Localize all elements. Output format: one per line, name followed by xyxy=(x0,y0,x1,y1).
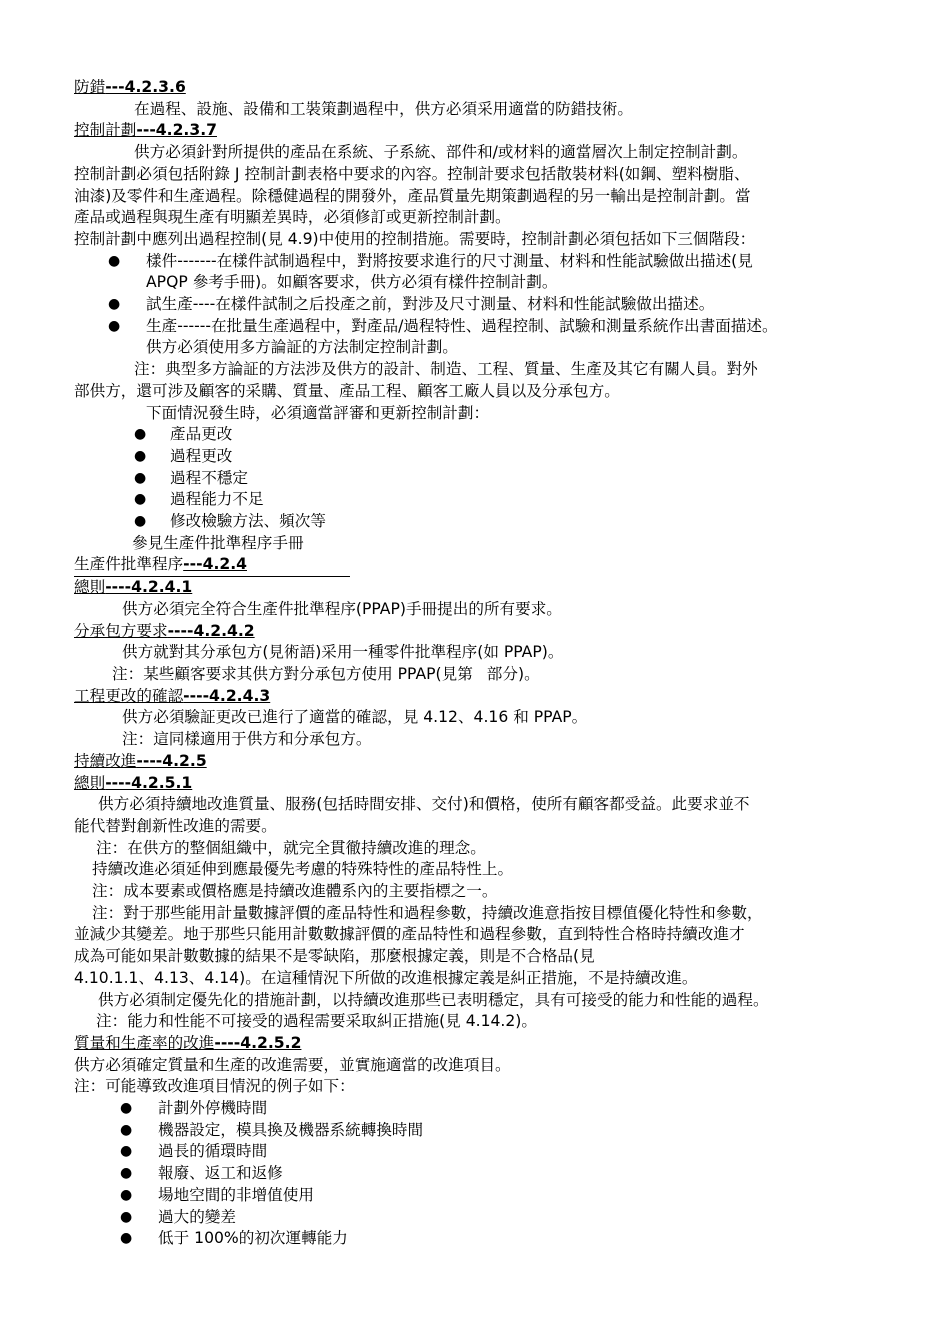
note: 注：某些顧客要求其供方對分承包方使用 PPAP(見第 部分)。 xyxy=(112,664,540,683)
note: 並減少其變差。地于那些只能用計數數據評價的產品特性和過程參數，直到特性合格時持續改進才 xyxy=(74,925,745,944)
bullet-icon: ● xyxy=(108,317,121,334)
bullet-icon: ● xyxy=(120,1165,133,1182)
paragraph: 供方必須使用多方論証的方法制定控制計劃。 xyxy=(146,338,458,357)
heading-general: 總則----4.2.4.1 xyxy=(74,578,193,597)
bullet-icon: ● xyxy=(120,1208,133,1225)
bullet-icon: ● xyxy=(120,1143,133,1160)
list-item: ● 報廢、返工和返修 xyxy=(74,1163,920,1185)
note: 部供方，還可涉及顧客的采購、質量、產品工程、顧客工廠人員以及分承包方。 xyxy=(74,381,620,400)
bullet-icon: ● xyxy=(134,447,147,464)
heading-control-plan: 控制計劃---4.2.3.7 xyxy=(74,121,217,140)
paragraph: 供方必須針對所提供的產品在系統、子系統、部件和/或材料的適當層次上制定控制計劃。 xyxy=(134,143,748,162)
bullet-icon: ● xyxy=(134,513,147,530)
paragraph: 持續改進必須延伸到應最優先考慮的特殊特性的產品特性上。 xyxy=(92,860,514,879)
note: 注：能力和性能不可接受的過程需要采取糾正措施(見 4.14.2)。 xyxy=(96,1012,537,1031)
paragraph: 油漆)及零件和生產過程。除穩健過程的開發外，產品質量先期策劃過程的另一輸出是控制計劃。當 xyxy=(74,186,751,205)
paragraph: 供方必須持續地改進質量、服務(包括時間安排、交付)和價格，使所有顧客都受益。此要求並不 xyxy=(98,795,750,814)
list-item: ● 修改檢驗方法、頻次等 xyxy=(74,511,920,533)
list-item: ● 過長的循環時間 xyxy=(74,1141,920,1163)
list-item: ● 機器設定，模具換及機器系統轉換時間 xyxy=(74,1120,920,1142)
bullet-icon: ● xyxy=(134,469,147,486)
list-item: ● 產品更改 xyxy=(74,424,920,446)
list-item: ● 過程能力不足 xyxy=(74,489,920,511)
note: 注：這同樣適用于供方和分承包方。 xyxy=(122,730,372,749)
paragraph: 供方必須制定優先化的措施計劃，以持續改進那些已表明穩定，具有可接受的能力和性能的過程。 xyxy=(98,990,769,1009)
bullet-icon: ● xyxy=(120,1186,133,1203)
note: 注：對于那些能用計量數據評價的產品特性和過程參數，持續改進意指按目標值優化特性和參數， xyxy=(92,903,763,922)
list-item-continuation: APQP 參考手冊)。如顧客要求，供方必須有樣件控制計劃。 xyxy=(146,273,558,292)
paragraph: 參見生產件批準程序手冊 xyxy=(132,533,304,552)
note: 成為可能如果計數數據的結果不是零缺陷，那麼根據定義，則是不合格品(見 xyxy=(74,947,595,966)
list-item: ● 過程不穩定 xyxy=(74,468,920,490)
list-item: ● 試生產----在樣件試制之后投產之前，對涉及尺寸測量、材料和性能試驗做出描述。 xyxy=(74,294,920,316)
paragraph: 控制計劃中應列出過程控制(見 4.9)中使用的控制措施。需要時，控制計劃必須包括如下三個階段： xyxy=(74,229,756,248)
document-body xyxy=(74,77,920,1250)
heading-ppap: 生產件批準程序---4.2.4 xyxy=(74,554,920,577)
paragraph: 控制計劃必須包括附錄 J 控制計劃表格中要求的內容。控制計要求包括散裝材料(如鋼、塑料樹脂、 xyxy=(74,164,750,183)
note: 注：在供方的整個組織中，就完全貫徹持續改進的理念。 xyxy=(96,838,486,857)
list-item: ● 過大的變差 xyxy=(74,1207,920,1229)
paragraph: 供方必須驗証更改已進行了適當的確認，見 4.12、4.16 和 PPAP。 xyxy=(122,708,588,727)
list-item: ● 低于 100%的初次運轉能力 xyxy=(74,1228,920,1250)
bullet-icon: ● xyxy=(120,1230,133,1247)
list-item: ● 樣件-------在樣件試制過程中，對將按要求進行的尺寸測量、材料和性能試驗做出描述(見 xyxy=(74,251,920,273)
paragraph: 下面情況發生時，必須適當評審和更新控制計劃： xyxy=(146,403,490,422)
bullet-icon: ● xyxy=(134,491,147,508)
bullet-icon: ● xyxy=(108,252,121,269)
list-item: ● 計劃外停機時間 xyxy=(74,1098,920,1120)
heading-engineering-change: 工程更改的確認----4.2.4.3 xyxy=(74,686,271,705)
heading-error-proofing: 防錯---4.2.3.6 xyxy=(74,78,186,96)
note: 4.10.1.1、4.13、4.14)。在這種情況下所做的改進根據定義是糾正措施，不是持續改進。 xyxy=(74,968,698,987)
heading-subcontractor: 分承包方要求----4.2.4.2 xyxy=(74,621,255,640)
list-item: ● 生產------在批量生產過程中，對產品/過程特性、過程控制、試驗和測量系統作出書面描述。 xyxy=(74,316,920,338)
note: 注：可能導致改進項目情況的例子如下： xyxy=(74,1077,355,1096)
paragraph: 產品或過程與現生產有明顯差異時，必須修訂或更新控制計劃。 xyxy=(74,208,511,227)
paragraph: 能代替對創新性改進的需要。 xyxy=(74,816,277,835)
paragraph: 供方必須確定質量和生產的改進需要，並實施適當的改進項目。 xyxy=(74,1055,511,1074)
heading-general: 總則----4.2.5.1 xyxy=(74,773,193,792)
heading-continuous-improvement: 持續改進----4.2.5 xyxy=(74,751,207,770)
paragraph: 供方必須完全符合生產件批準程序(PPAP)手冊提出的所有要求。 xyxy=(122,599,562,618)
paragraph: 在過程、設施、設備和工裝策劃過程中，供方必須采用適當的防錯技術。 xyxy=(134,99,634,118)
note: 注：成本要素或價格應是持續改進體系內的主要指標之一。 xyxy=(92,882,498,901)
bullet-icon: ● xyxy=(120,1121,133,1138)
heading-quality-productivity: 質量和生產率的改進----4.2.5.2 xyxy=(74,1033,302,1052)
bullet-icon: ● xyxy=(108,296,121,313)
bullet-icon: ● xyxy=(120,1100,133,1117)
note: 注：典型多方論証的方法涉及供方的設計、制造、工程、質量、生產及其它有關人員。對外 xyxy=(134,360,758,379)
bullet-icon: ● xyxy=(134,426,147,443)
list-item: ● 場地空間的非增值使用 xyxy=(74,1185,920,1207)
list-item: ● 過程更改 xyxy=(74,446,920,468)
paragraph: 供方就對其分承包方(見術語)采用一種零件批準程序(如 PPAP)。 xyxy=(122,643,564,662)
